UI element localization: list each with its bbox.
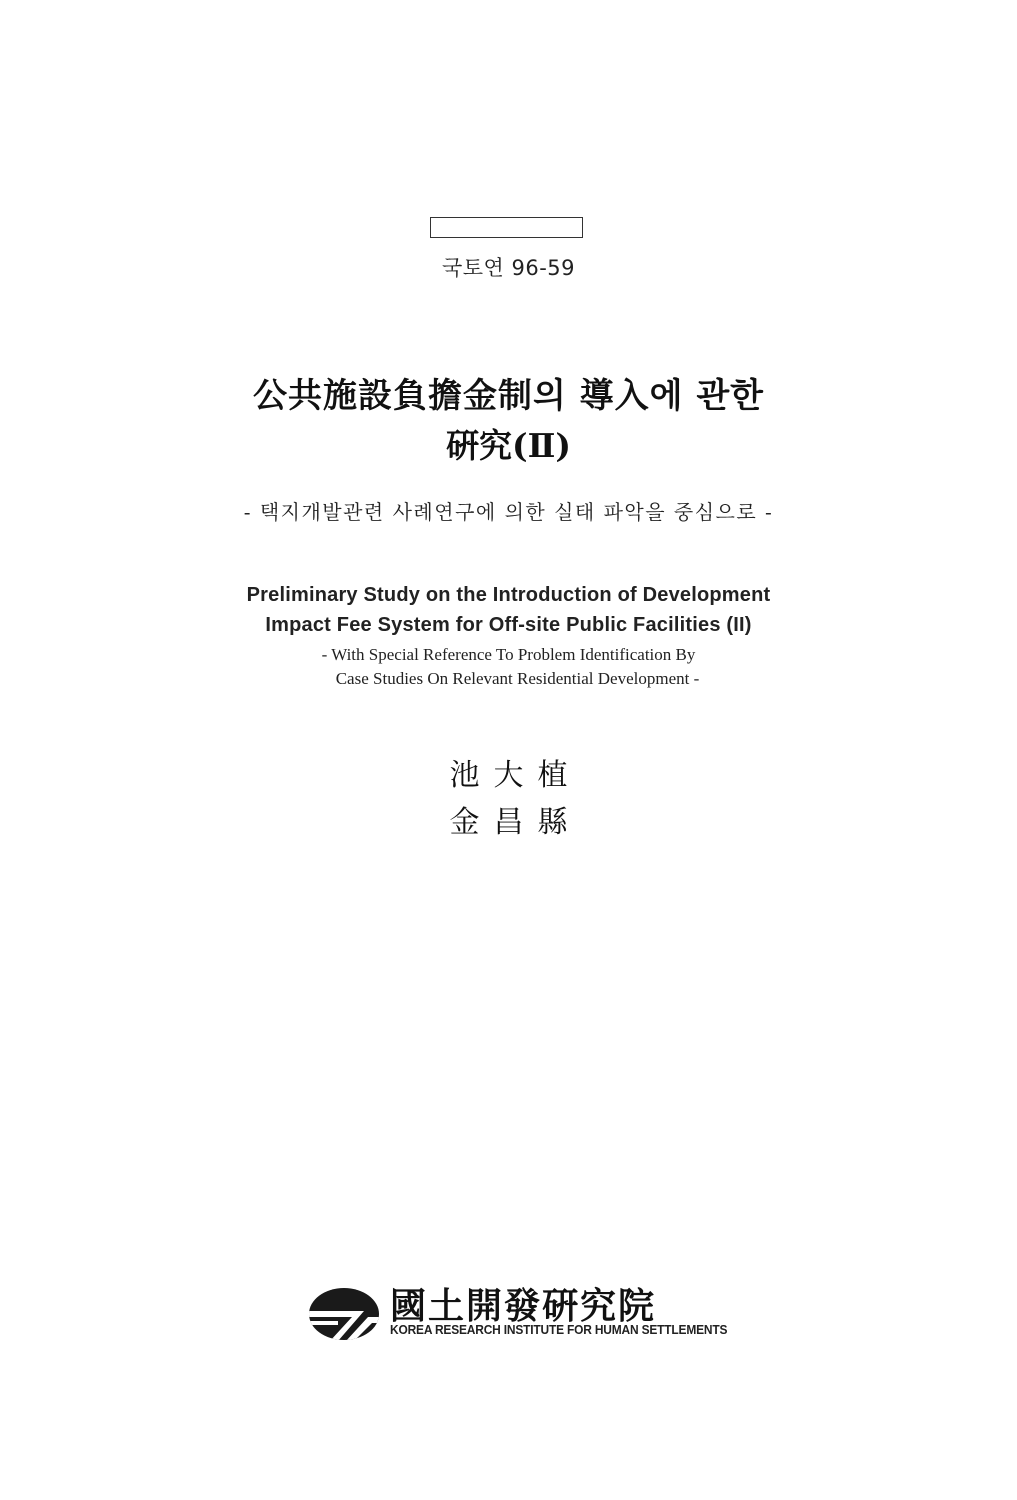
report-number: 국토연 96-59 xyxy=(441,256,576,280)
institute-name-english: KOREA RESEARCH INSTITUTE FOR HUMAN SETTLEMENTS xyxy=(390,1322,728,1337)
english-title-line1: Preliminary Study on the Introduction of Development xyxy=(246,584,771,606)
institute-name-hanja: 國土開發硏究院 xyxy=(390,1285,657,1327)
english-subtitle-line2: Case Studies On Relevant Residential Development - xyxy=(335,669,700,688)
author-2: 金昌縣 xyxy=(449,805,582,840)
author-1: 池大植 xyxy=(449,758,582,793)
korean-title-line1: 公共施設負擔金制의 導入에 관한 xyxy=(252,376,765,416)
krihs-logo-icon xyxy=(308,1287,380,1341)
report-code-box xyxy=(430,217,583,238)
korean-title-line2: 硏究(Ⅱ) xyxy=(445,426,572,465)
korean-subtitle: - 택지개발관련 사례연구에 의한 실태 파악을 중심으로 - xyxy=(243,500,774,524)
english-title-line2: Impact Fee System for Off-site Public Facilities (II) xyxy=(265,614,752,636)
english-subtitle-line1: - With Special Reference To Problem Identification By xyxy=(321,645,696,664)
